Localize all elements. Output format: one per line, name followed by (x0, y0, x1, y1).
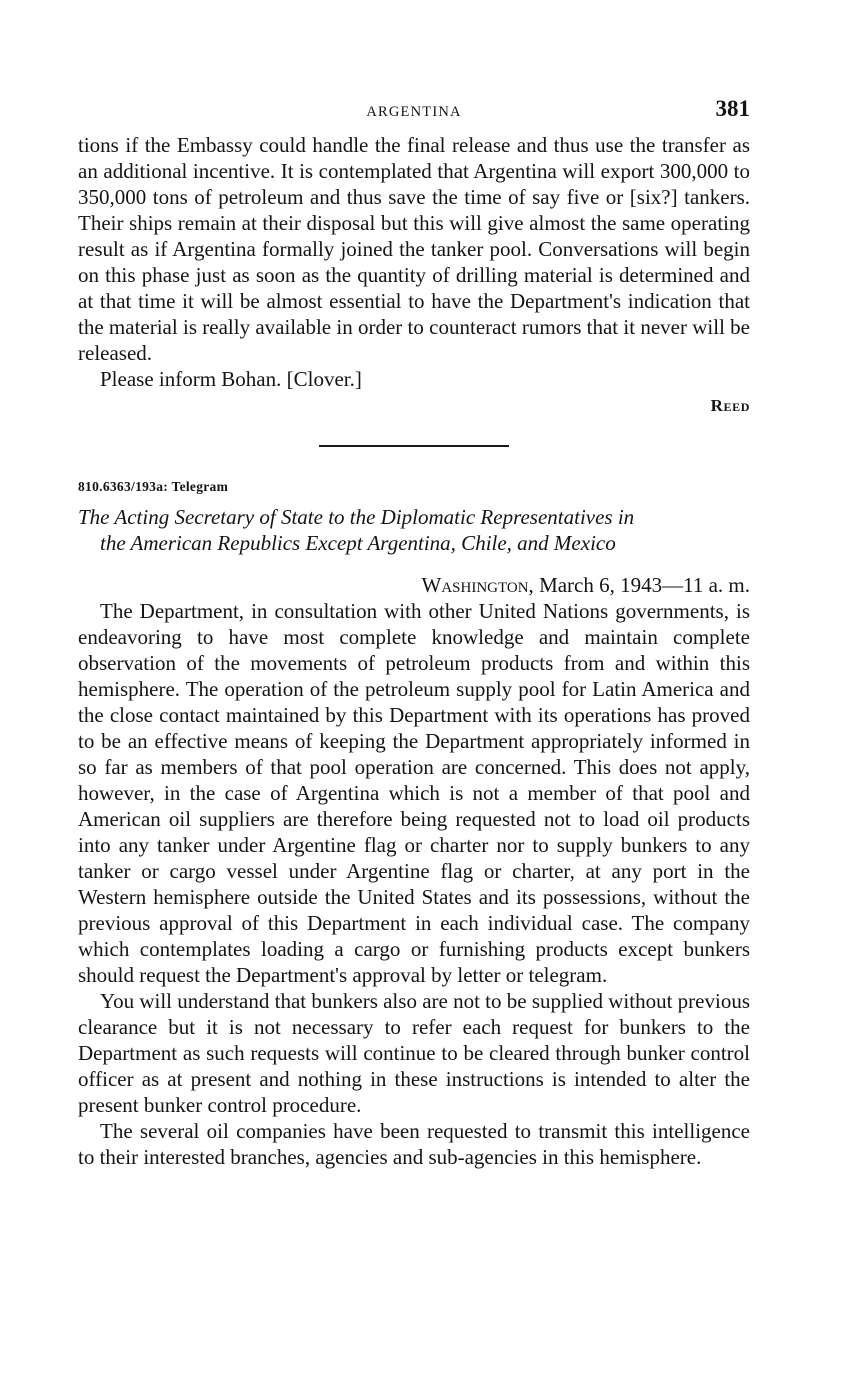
document-page (78, 96, 750, 1170)
page-number: 381 (715, 96, 750, 121)
body-paragraph-1: The Department, in consultation with other United Nations governments, is endeavoring to have most complete knowledge and maintain complete observation of the movements of petroleum products from and within this hemisphere. The operation of the petroleum supply pool for Latin America and the close contact maintained by this Department with its operations has proved to be an effective means of keeping the Department appropriately informed in so far as members of that pool operation are concerned. This does not apply, however, in the case of Argentina which is not a member of that pool and American oil suppliers are therefore being requested not to load oil products into any tanker under Argentine flag or charter nor to supply bunkers to any tanker or cargo vessel under Argentine flag or charter, at any port in the Western hemisphere outside the United States and its possessions, without the previous approval of this Department in each individual case. The company which contemplates loading a cargo or furnishing products except bunkers should request the Department's approval by letter or telegram. (78, 599, 750, 987)
dateline (78, 572, 750, 598)
running-head (78, 96, 750, 132)
body-paragraph-3: The several oil companies have been requested to transmit this intelligence to their interested branches, agencies and sub-agencies in this hemisphere. (78, 1119, 750, 1169)
continuation-paragraph: tions if the Embassy could handle the final release and thus use the transfer as an additional incentive. It is contemplated that Argentina will export 300,000 to 350,000 tons of petroleum and thus save the time of say five or [six?] tankers. Their ships remain at their disposal but this will give almost the same operating result as if Argentina formally joined the tanker pool. Conversations will begin on this phase just as soon as the quantity of drilling material is determined and at that time it will be almost essential to have the Department's indication that the material is really available in order to counteract rumors that it never will be released. (78, 133, 750, 365)
section-divider (319, 445, 509, 447)
signature: Reed (710, 396, 750, 415)
dateline-date: March 6, 1943—11 a. m. (533, 573, 750, 597)
file-number: 810.6363/193a: Telegram (78, 479, 229, 494)
running-title: ARGENTINA (366, 104, 462, 120)
document-title-line-1: The Acting Secretary of State to the Diplomatic Representatives in (78, 505, 635, 529)
document-title-line-2: the American Republics Except Argentina, Chile, and Mexico (100, 531, 616, 555)
document-title (78, 504, 750, 556)
closing-line: Please inform Bohan. [Clover.] (100, 367, 362, 391)
body-paragraph-2: You will understand that bunkers also are not to be supplied without previous clearance but it is not necessary to refer each request for bunkers to the Department as such requests will continue to be cleared through bunker control officer as at present and nothing in these instructions is intended to alter the present bunker control procedure. (78, 989, 750, 1117)
dateline-place: Washington, (421, 573, 534, 597)
